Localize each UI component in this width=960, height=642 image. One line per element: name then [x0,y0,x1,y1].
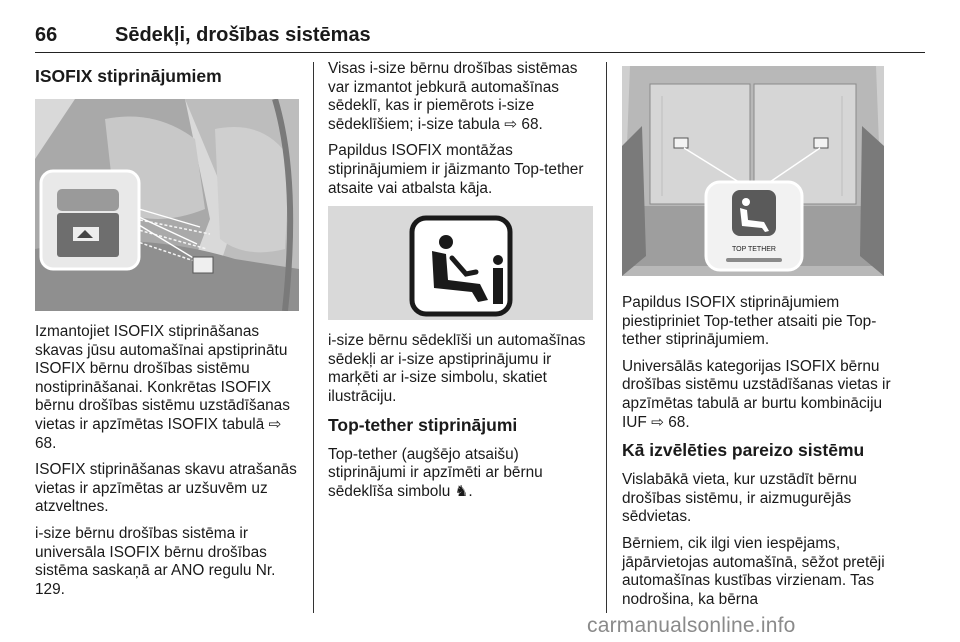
paragraph: i-size bērnu sēdeklīši un automašīnas sēdekļi ar i-size apstiprinājumu ir marķēti ar i-size simbolu, skatiet ilustrāciju. [328,332,586,405]
section-heading-choose-system: Kā izvēlēties pareizo sistēmu [622,440,865,461]
top-tether-label: TOP TETHER [732,246,776,253]
column-left [35,60,300,607]
column-divider [313,62,314,613]
section-heading-top-tether: Top-tether stiprinājumi [328,414,518,435]
paragraph: Vislabākā vieta, kur uzstādīt bērnu drošības sistēmu, ir aizmugurējās sēdvietas. [622,471,857,526]
isofix-seat-illustration [35,99,299,311]
paragraph: Papildus ISOFIX stiprinājumiem piestipriniet Top-tether atsaiti pie Top-tether stiprinājumiem. [622,294,877,349]
paragraph: Papildus ISOFIX montāžas stiprinājumiem ir jāizmanto Top-tether atsaite vai atbalsta kāja. [328,142,584,197]
paragraph: Izmantojiet ISOFIX stiprināšanas skavas jūsu automašīnai apstiprinātu ISOFIX bērnu drošības sistēmu nostiprināšanai. Konkrētas ISOFIX bērnu drošības sistēmu uzstādīšanas vietas ir apzīmētas ISOFIX tabulā ⇨ 68. [35,323,290,452]
watermark: carmanualsonline.info [587,614,796,637]
column-right [622,66,892,617]
paragraph: Bērniem, cik ilgi vien iespējams, jāpārvietojas automašīnā, sēžot pretēji automašīnas kustības virzienam. Tas nodrošina, ka bērna [622,534,885,608]
section-heading-isofix: ISOFIX stiprinājumiem [35,66,222,86]
paragraph: Top-tether (augšējo atsaišu) stiprinājumi ir apzīmēti ar bērnu sēdeklīša simbolu ♞. [328,445,543,500]
top-tether-trunk-illustration [622,66,884,276]
chapter-title: Sēdekļi, drošības sistēmas [115,24,371,46]
page-number: 66 [35,24,58,46]
paragraph: ISOFIX stiprināšanas skavu atrašanās vietas ir apzīmētas ar uzšuvēm uz atzveltnes. [35,461,297,516]
paragraph: i-size bērnu drošības sistēma ir universāla ISOFIX bērnu drošības sistēma saskaņā ar ANO regulu Nr. 129. [35,524,276,598]
page-header [35,22,925,53]
i-size-symbol-figure [328,206,593,320]
column-divider [606,62,607,613]
paragraph: Universālās kategorijas ISOFIX bērnu drošības sistēmu uzstādīšanas vietas ir apzīmētas tabulā ar burtu kombināciju IUF ⇨ 68. [622,357,891,431]
paragraph: Visas i-size bērnu drošības sistēmas var izmantot jebkurā automašīnas sēdeklī, kas ir piemērots i-size sēdeklīšiem; i-size tabula ⇨ 68. [328,60,578,133]
column-middle [328,60,593,509]
